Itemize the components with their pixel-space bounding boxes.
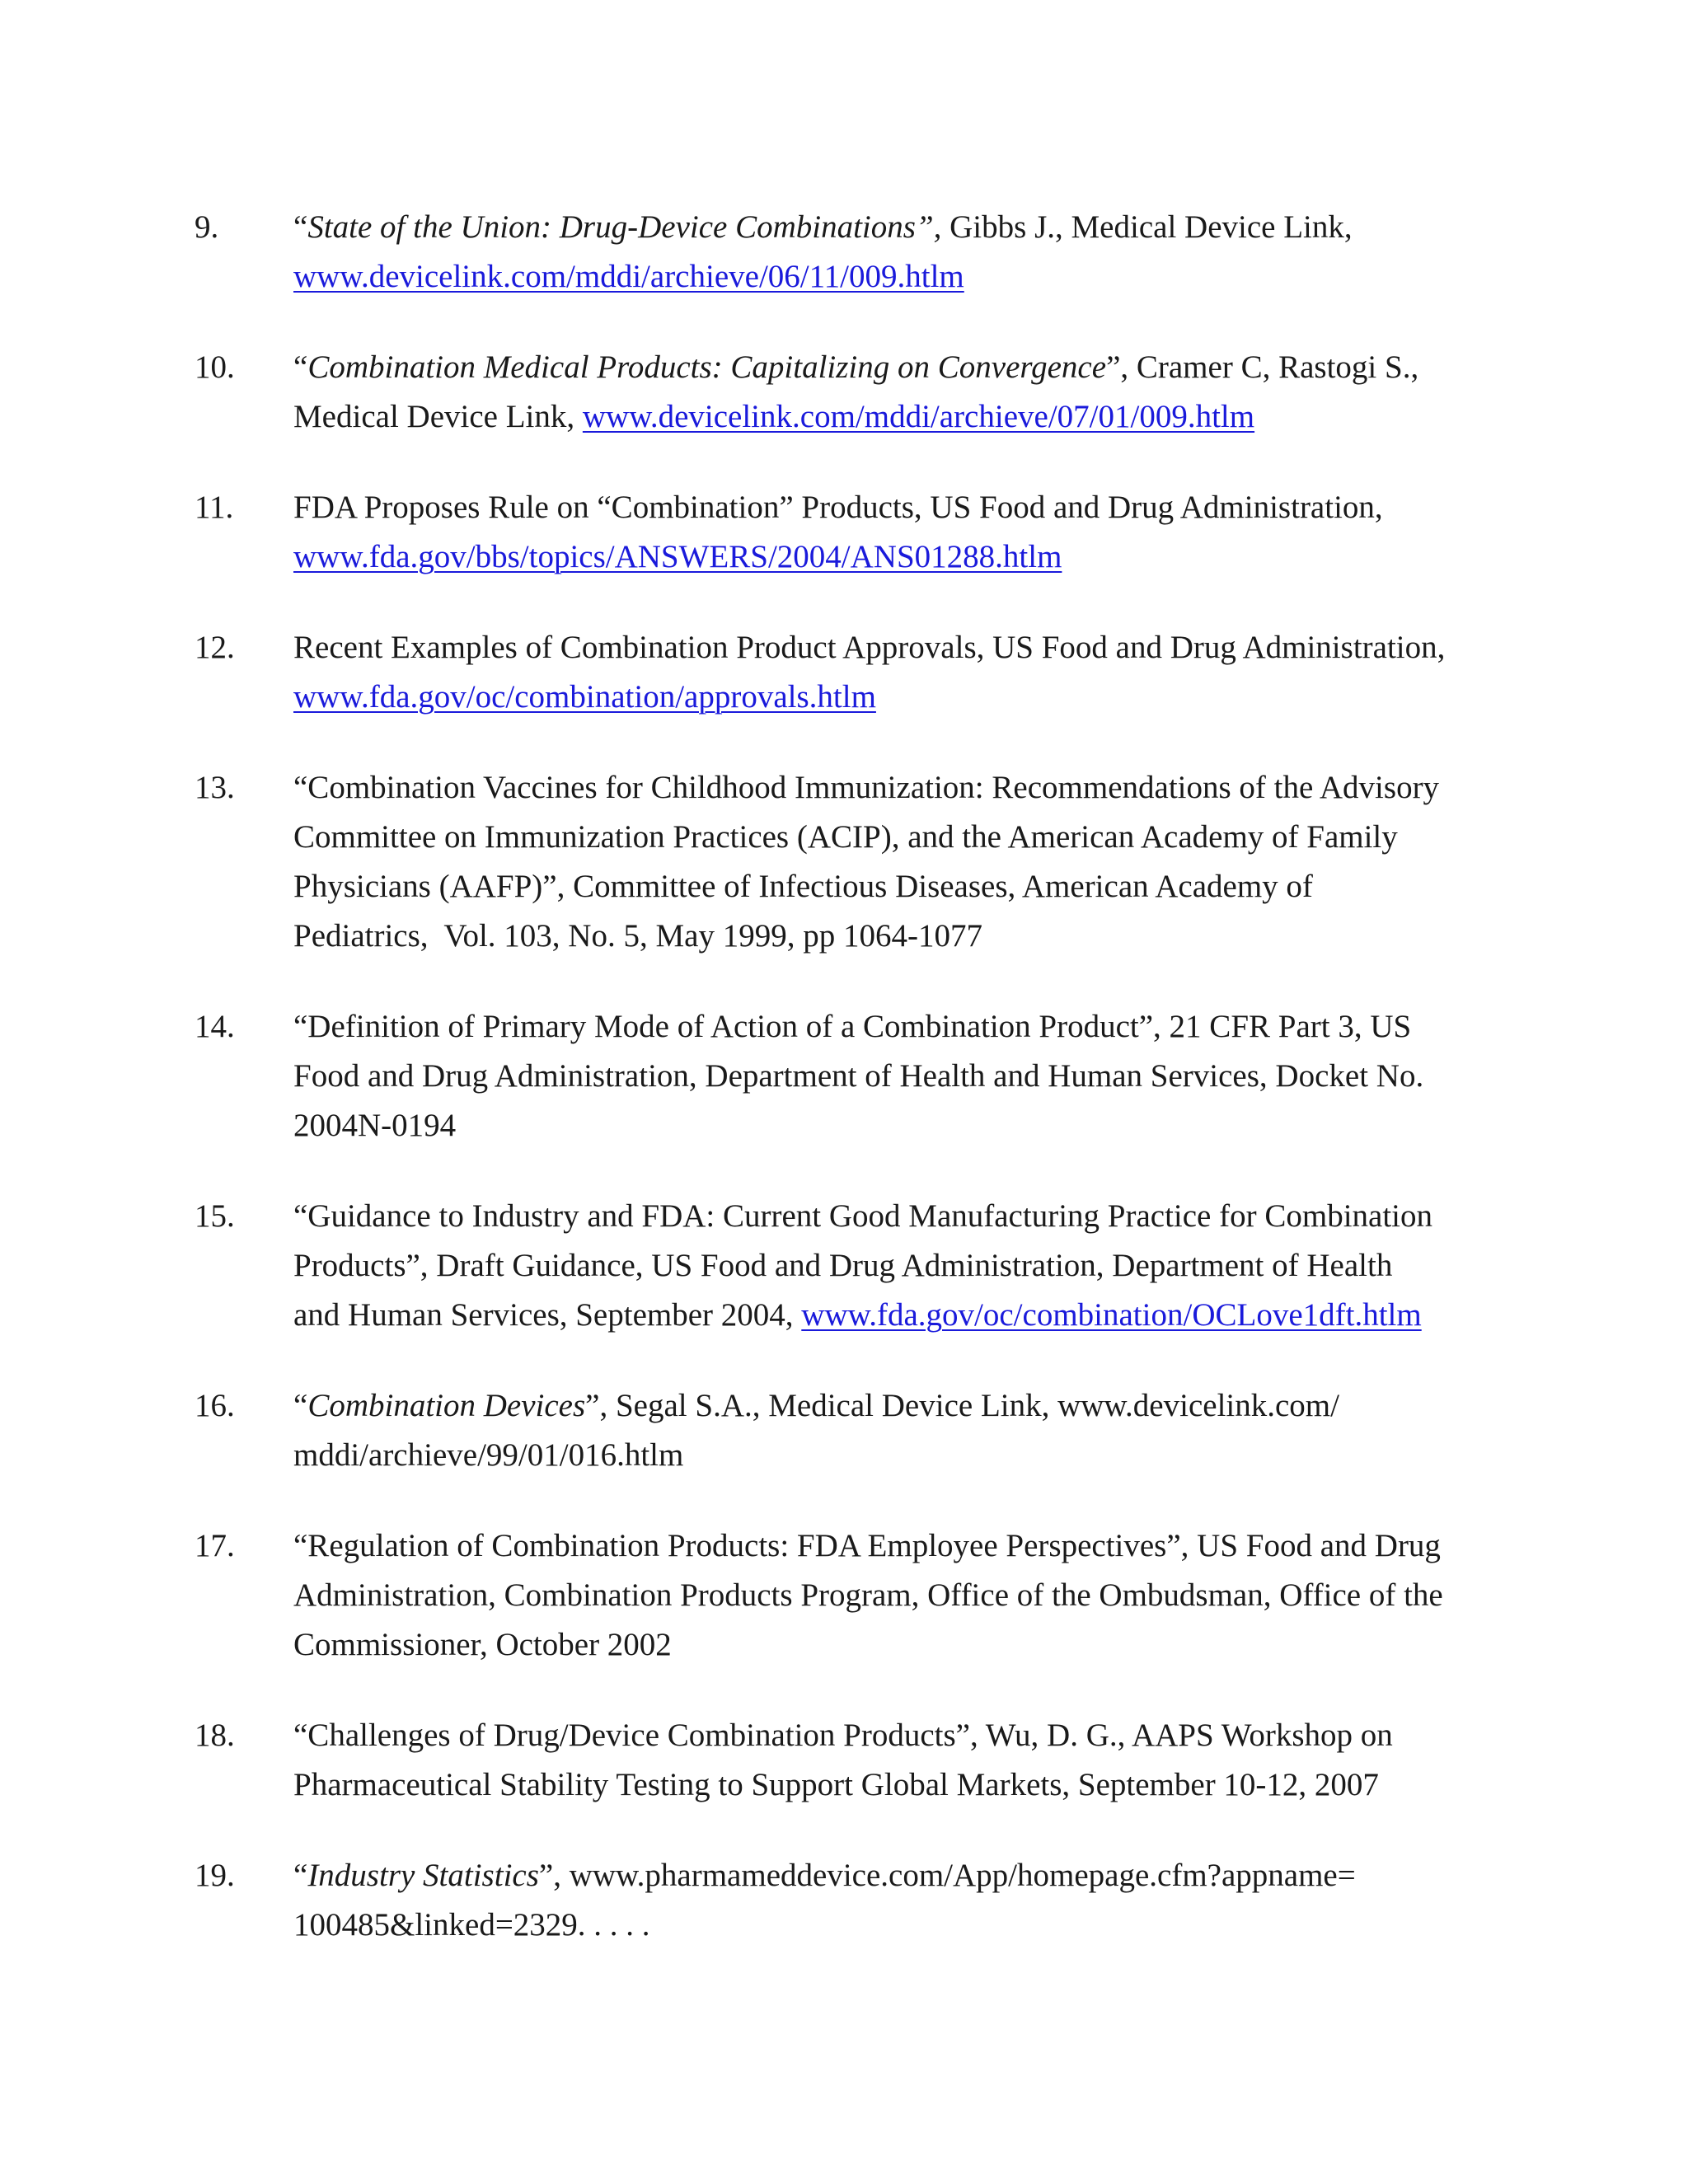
reference-text: and Human Services, September 2004, [293,1297,802,1333]
reference-line [293,392,1513,442]
reference-number: 19. [195,1858,235,1893]
reference-title: Industry Statistics [307,1858,539,1893]
reference-number: 17. [195,1528,235,1563]
reference-line [293,203,1513,252]
reference-line: 100485&linked=2329. . . . . [293,1907,650,1943]
reference-link[interactable]: www.fda.gov/oc/combination/approvals.htlm [293,679,876,715]
reference-link[interactable]: www.fda.gov/oc/combination/OCLove1dft.htlm [801,1297,1422,1333]
reference-number: 10. [195,349,235,385]
open-quote: “ [293,1388,308,1423]
reference-line: FDA Proposes Rule on “Combination” Products, US Food and Drug Administration, [293,490,1383,525]
reference-number: 12. [195,630,235,665]
reference-link[interactable]: www.fda.gov/bbs/topics/ANSWERS/2004/ANS01288.htlm [293,539,1062,574]
reference-body [293,1381,1513,1480]
reference-text: Gibbs J., Medical Device Link, [941,209,1353,245]
reference-line [293,343,1513,392]
reference-line: Pharmaceutical Stability Testing to Support Global Markets, September 10-12, 2007 [293,1767,1379,1802]
reference-line [293,1381,1513,1431]
reference-line [293,673,1513,722]
reference-text: ”, Segal S.A., Medical Device Link, www.devicelink.com/ [585,1388,1339,1423]
reference-body [293,483,1513,582]
reference-number: 15. [195,1198,235,1234]
reference-number: 9. [195,209,219,245]
reference-line [293,252,1513,302]
reference-body [293,623,1513,722]
reference-title: Combination Medical Products: Capitalizing on Convergence [307,349,1107,385]
reference-line: “Regulation of Combination Products: FDA Employee Perspectives”, US Food and Drug [293,1528,1441,1563]
reference-number: 11. [195,490,234,525]
reference-line: Products”, Draft Guidance, US Food and Drug Administration, Department of Health [293,1248,1393,1283]
reference-title: Combination Devices [307,1388,586,1423]
reference-body [293,343,1513,442]
open-quote: “ [293,209,308,245]
reference-body [293,1002,1513,1151]
open-quote: “ [293,1858,308,1893]
reference-link[interactable]: www.devicelink.com/mddi/archieve/06/11/009.htlm [293,259,964,294]
reference-line: 2004N-0194 [293,1108,457,1143]
reference-body [293,1711,1513,1810]
reference-text: Medical Device Link, [293,399,583,434]
reference-line: Committee on Immunization Practices (ACIP), and the American Academy of Family [293,819,1398,855]
reference-line: Commissioner, October 2002 [293,1627,672,1662]
reference-line [293,532,1513,582]
reference-number: 14. [195,1009,235,1044]
reference-body [293,1851,1513,1950]
reference-number: 18. [195,1718,235,1753]
reference-body [293,1192,1513,1340]
reference-line: “Combination Vaccines for Childhood Immunization: Recommendations of the Advisory [293,770,1440,805]
reference-line: Pediatrics, Vol. 103, No. 5, May 1999, pp 1064-1077 [293,918,982,954]
reference-number: 16. [195,1388,235,1423]
reference-line: “Guidance to Industry and FDA: Current Good Manufacturing Practice for Combination [293,1198,1433,1234]
reference-link[interactable]: www.devicelink.com/mddi/archieve/07/01/009.htlm [582,399,1255,434]
reference-line: Recent Examples of Combination Product Approvals, US Food and Drug Administration, [293,630,1446,665]
reference-line: Food and Drug Administration, Department of Health and Human Services, Docket No. [293,1058,1424,1094]
open-quote: “ [293,349,308,385]
reference-line: “Challenges of Drug/Device Combination Products”, Wu, D. G., AAPS Workshop on [293,1718,1393,1753]
reference-line: Administration, Combination Products Program, Office of the Ombudsman, Office of the [293,1577,1443,1613]
reference-line [293,1851,1513,1900]
reference-text: ”, Cramer C, Rastogi S., [1106,349,1419,385]
reference-text: ”, www.pharmameddevice.com/App/homepage.cfm?appname= [538,1858,1356,1893]
reference-line: mddi/archieve/99/01/016.htlm [293,1437,684,1473]
reference-line: Physicians (AAFP)”, Committee of Infectious Diseases, American Academy of [293,869,1313,904]
reference-title: State of the Union: Drug-Device Combinations”, [307,209,942,245]
reference-line: “Definition of Primary Mode of Action of a Combination Product”, 21 CFR Part 3, US [293,1009,1412,1044]
reference-body [293,203,1513,302]
reference-body [293,1521,1513,1670]
reference-number: 13. [195,770,235,805]
reference-body [293,763,1513,961]
reference-line [293,1291,1513,1340]
